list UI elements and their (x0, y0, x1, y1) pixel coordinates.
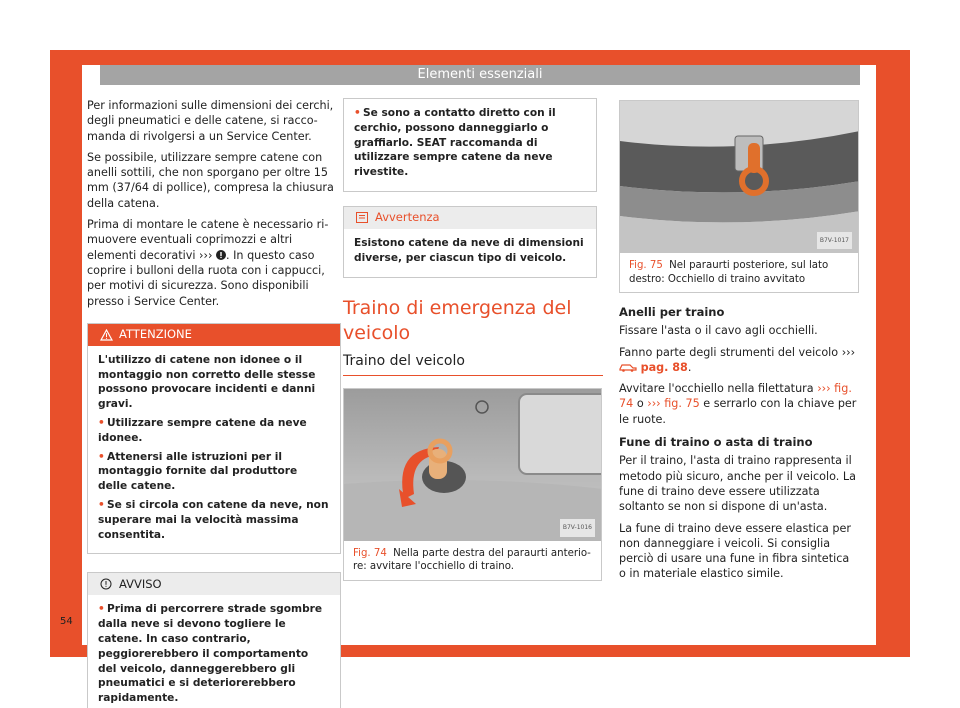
alert-circle-icon (216, 250, 226, 260)
bullet-icon: • (98, 450, 105, 463)
figure-label: Fig. 74 (353, 547, 387, 559)
cross-ref-arrow: ››› (841, 345, 856, 359)
paragraph-text: . In questo caso coprire i bulloni della ruota con i cappucci, per motivi di sicurezza. Sono disponibili presso i Service Center. (87, 248, 325, 308)
figure-74 (343, 388, 602, 581)
caption-text: Nel paraurti posteriore, sul lato destro: Occhiello di traino avvitato (629, 260, 829, 285)
bullet-icon: • (354, 107, 361, 119)
list-item (98, 416, 330, 446)
section-title: Traino di emergenza del veicolo (343, 296, 572, 344)
attenzione-title: ATTENZIONE (119, 327, 192, 342)
cross-ref-arrow: ››› (817, 382, 831, 396)
paragraph-text: e serrarlo con la chiave per le ruote. (619, 397, 857, 426)
list-item (354, 106, 586, 180)
figure-74-image (344, 389, 601, 541)
warning-triangle-icon (100, 329, 113, 341)
column-2 (343, 98, 597, 581)
list-item (98, 602, 330, 706)
bullet-icon: • (98, 417, 105, 430)
list-item (98, 498, 330, 542)
paragraph-text: o (636, 397, 644, 411)
column-3 (619, 100, 859, 588)
figure-75-image (620, 101, 858, 253)
running-header: Elementi essenziali (100, 65, 860, 85)
paragraph-text: Prima di montare le catene è necessario rimuovere eventuali coprimozzi e altri elementi decorativi (87, 218, 329, 262)
cross-ref-arrow: ››› (199, 248, 213, 262)
avvertenza-body (344, 229, 596, 277)
paragraph: Per il traino, l'asta di traino rappresenta il metodo più sicuro, anche per il veicolo. La fune di traino deve essere utilizzata soltanto se non si dispone di un'asta. (619, 454, 856, 514)
note-icon (356, 212, 368, 223)
paragraph (87, 217, 341, 309)
list-item-text: Utilizzare sempre catene da neve idonee. (98, 417, 307, 444)
avvertenza-header (344, 207, 596, 229)
subheading-tow-eyes: Anelli per traino (619, 305, 725, 319)
list-item-text: Prima di percorrere strade sgombre dalla neve si devono togliere le catene. In caso contrario, peggiorerebbero il comportamento del veicolo, danneggerebbero gli pneumatici e si deteriorerebbero rapidamente. (98, 603, 323, 705)
paragraph-text: . (687, 360, 692, 374)
paragraph (619, 345, 859, 376)
column-1 (87, 98, 341, 708)
avvertenza-title: Avvertenza (375, 210, 440, 225)
attenzione-intro: L'utilizzo di catene non idonee o il montaggio non corretto delle stesse possono provocare incidenti e danni gravi. (98, 353, 316, 411)
page-number: 54 (60, 616, 73, 627)
figure-link[interactable]: fig. 74 (619, 382, 852, 411)
paragraph: Se possibile, utilizzare sempre catene con anelli sottili, che non sporgano per oltre 15 mm (37/64 di pollice), compresa la chiusura della catena. (87, 150, 334, 210)
bullet-icon: • (98, 603, 105, 616)
subsection-title: Traino del veicolo (343, 352, 603, 376)
avviso-body (88, 595, 340, 708)
figure-75 (619, 100, 859, 293)
list-item-text: Attenersi alle istruzioni per il montaggio fornite dal produttore delle catene. (98, 450, 298, 493)
figure-code: B7V-1017 (817, 232, 852, 249)
caption-text: Nella parte destra del paraurti anteriore: avvitare l'occhiello di traino. (353, 547, 591, 573)
avvertenza-box (343, 206, 597, 278)
paragraph: Per informazioni sulle dimensioni dei cerchi, degli pneumatici e delle catene, si raccomanda di rivolgersi a un Service Center. (87, 99, 334, 143)
bullet-icon: • (98, 499, 105, 512)
continued-box-body (344, 99, 596, 191)
avviso-title: AVVISO (119, 576, 162, 591)
attenzione-header (88, 324, 340, 346)
avviso-box (87, 572, 341, 708)
figure-75-caption (620, 253, 858, 292)
page-link[interactable]: pag. 88 (640, 360, 688, 374)
cross-ref-arrow: ››› (647, 397, 661, 411)
front-bumper-tow-eye-image (344, 389, 601, 541)
avviso-header (88, 573, 340, 595)
list-item-text: Se si circola con catene da neve, non superare mai la velocità massima consentita. (98, 499, 329, 541)
list-item-text: Se sono a contatto diretto con il cerchio, possono danneggiarlo o graffiarlo. SEAT raccomanda di utilizzare sempre catene da neve rivestite. (354, 107, 556, 179)
figure-74-caption (344, 541, 601, 580)
attenzione-body (88, 346, 340, 554)
avvertenza-text: Esistono catene da neve di dimensioni diverse, per ciascun tipo di veicolo. (354, 236, 584, 264)
paragraph (619, 381, 859, 427)
subheading-tow-rope: Fune di traino o asta di traino (619, 435, 813, 450)
paragraph-text: Fanno parte degli strumenti del veicolo (619, 345, 839, 359)
paragraph: La fune di traino deve essere elastica per non danneggiare i veicoli. Si consiglia perciò di usare una fune in fibra sintetica o in materiale elastico simile. (619, 521, 851, 581)
figure-code: B7V-1016 (560, 519, 595, 536)
paragraph-text: Avvitare l'occhiello nella filettatura (619, 382, 814, 396)
paragraph: Fissare l'asta o il cavo agli occhielli. (619, 324, 818, 338)
info-circle-icon (100, 578, 112, 590)
figure-label: Fig. 75 (629, 260, 663, 271)
list-item (98, 450, 330, 494)
rear-bumper-tow-eye-image (620, 101, 858, 253)
car-tools-icon (619, 361, 637, 372)
continued-box (343, 98, 597, 192)
attenzione-box (87, 323, 341, 555)
figure-link[interactable]: fig. 75 (664, 397, 700, 411)
